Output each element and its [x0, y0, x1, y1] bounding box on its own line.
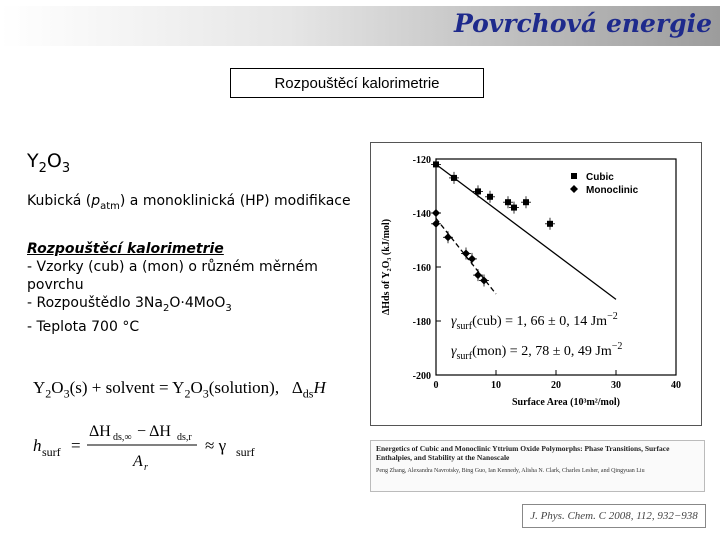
r-delta: Δ — [291, 378, 303, 397]
legend-marker-cubic — [571, 173, 577, 179]
r-o1: O — [51, 378, 64, 397]
r-s2: 2 — [45, 386, 52, 401]
desc-part-b: ) a monoklinická (HP) modifikace — [119, 193, 351, 209]
hs-surf: surf — [42, 445, 61, 459]
method-title: Rozpouštěcí kalorimetrie — [27, 241, 224, 257]
heading-o: O — [46, 150, 62, 172]
citation-authors: Peng Zhang, Alexandra Navrotsky, Bing Guo, Ian Kennedy, Alisha N. Clark, Charles Lesher, and Qingyuan Liu — [376, 468, 645, 474]
r-s3: 3 — [63, 386, 70, 401]
method-line-samples: - Vzorky (cub) a (mon) o různém měrném povrchu — [27, 259, 318, 293]
data-point-monoclinic — [432, 209, 440, 217]
heading-sub-2: 2 — [38, 160, 47, 176]
citation-title: Energetics of Cubic and Monoclinic Yttrium Oxide Polymorphs: Phase Transitions, Surface Enthalpies, and Stability at the Nanoscale — [376, 444, 670, 462]
x-axis-label: Surface Area (10³m²/mol) — [511, 397, 621, 408]
data-point-cubic — [475, 188, 481, 194]
y-tick-label: -120 — [412, 155, 431, 166]
compound-heading — [27, 150, 70, 176]
r-o2: O — [190, 378, 203, 397]
hs-gsub: surf — [236, 445, 255, 459]
r-ds: ds — [302, 386, 314, 401]
chart-svg — [371, 143, 701, 425]
gamma-annotation-monoclinic: $\gamma_{surf}(mon) = 2$, 78 ± 0, 49 $Jm^{-2}$ — [451, 341, 623, 362]
data-point-cubic — [511, 205, 517, 211]
journal-text: J. Phys. Chem. C 2008, 112, 932−938 — [530, 510, 698, 522]
r-rhs: (solution), — [208, 378, 280, 397]
hs-h: h — [33, 436, 42, 455]
data-point-cubic — [487, 194, 493, 200]
calorimetry-chart — [370, 142, 702, 426]
x-tick-label: 10 — [491, 380, 501, 391]
method-line-solvent — [27, 294, 367, 318]
y-tick-label: -180 — [412, 317, 431, 328]
desc-part-a: Kubická ( — [27, 193, 92, 209]
subtitle-box — [230, 68, 484, 98]
legend-label-monoclinic: Monoclinic — [586, 185, 639, 196]
hs-approx: ≈ γ — [205, 436, 227, 455]
subtitle-text: Rozpouštěcí kalorimetrie — [274, 74, 440, 92]
data-point-cubic — [523, 199, 529, 205]
hs-numsub1: ds,∞ — [113, 432, 132, 443]
hs-num2: − ΔH — [137, 423, 171, 440]
r-y1: Y — [33, 378, 46, 397]
hs-eq: = — [71, 436, 81, 455]
solvent-prefix: - Rozpouštědlo 3Na — [27, 295, 163, 311]
x-tick-label: 30 — [611, 380, 621, 391]
legend-marker-monoclinic — [570, 185, 578, 193]
heading-y: Y — [27, 150, 39, 172]
legend-label-cubic: Cubic — [586, 172, 614, 183]
r-lhs: (s) + solvent = Y — [69, 378, 185, 397]
r-h: H — [313, 378, 326, 397]
y-tick-label: -160 — [412, 263, 431, 274]
slide-title: Povrchová energie — [453, 9, 712, 38]
hs-densub: r — [144, 462, 148, 473]
reaction-equation — [33, 378, 326, 401]
journal-reference — [522, 504, 706, 528]
x-tick-label: 20 — [551, 380, 561, 391]
heading-sub-3: 3 — [61, 160, 71, 176]
method-line-temperature: - Teplota 700 °C — [27, 318, 140, 335]
solvent-sub-2: 2 — [163, 302, 170, 314]
gamma-annotation-cubic: $\gamma_{surf}(cub) = 1$, 66 ± 0, 14 $Jm^{-2}$ — [451, 311, 618, 332]
data-point-monoclinic — [462, 250, 470, 258]
y-tick-label: -200 — [412, 371, 431, 382]
data-point-cubic — [505, 199, 511, 205]
data-point-cubic — [547, 221, 553, 227]
r-s2b: 2 — [184, 386, 191, 401]
hs-num1: ΔH — [89, 423, 111, 440]
x-tick-label: 40 — [671, 380, 681, 391]
hs-den: A — [133, 453, 143, 470]
y-axis-label: ΔHds of Y₂O₃ (kJ/mol) — [381, 218, 392, 316]
citation-box — [370, 440, 705, 492]
surface-enthalpy-equation — [33, 418, 293, 474]
desc-p-sub: atm — [100, 200, 120, 212]
data-point-monoclinic — [468, 255, 476, 263]
data-point-cubic — [451, 175, 457, 181]
y-tick-label: -140 — [412, 209, 431, 220]
method-section — [27, 240, 367, 336]
data-point-monoclinic — [474, 271, 482, 279]
data-point-monoclinic — [444, 233, 452, 241]
r-s3b: 3 — [202, 386, 209, 401]
desc-p: p — [91, 193, 101, 209]
hs-numsub2: ds,r — [177, 432, 192, 443]
data-point-cubic — [433, 161, 439, 167]
x-tick-label: 0 — [433, 380, 439, 391]
solvent-mid: O·4MoO — [169, 295, 226, 311]
solvent-sub-3: 3 — [225, 302, 232, 314]
modification-description — [27, 192, 357, 216]
